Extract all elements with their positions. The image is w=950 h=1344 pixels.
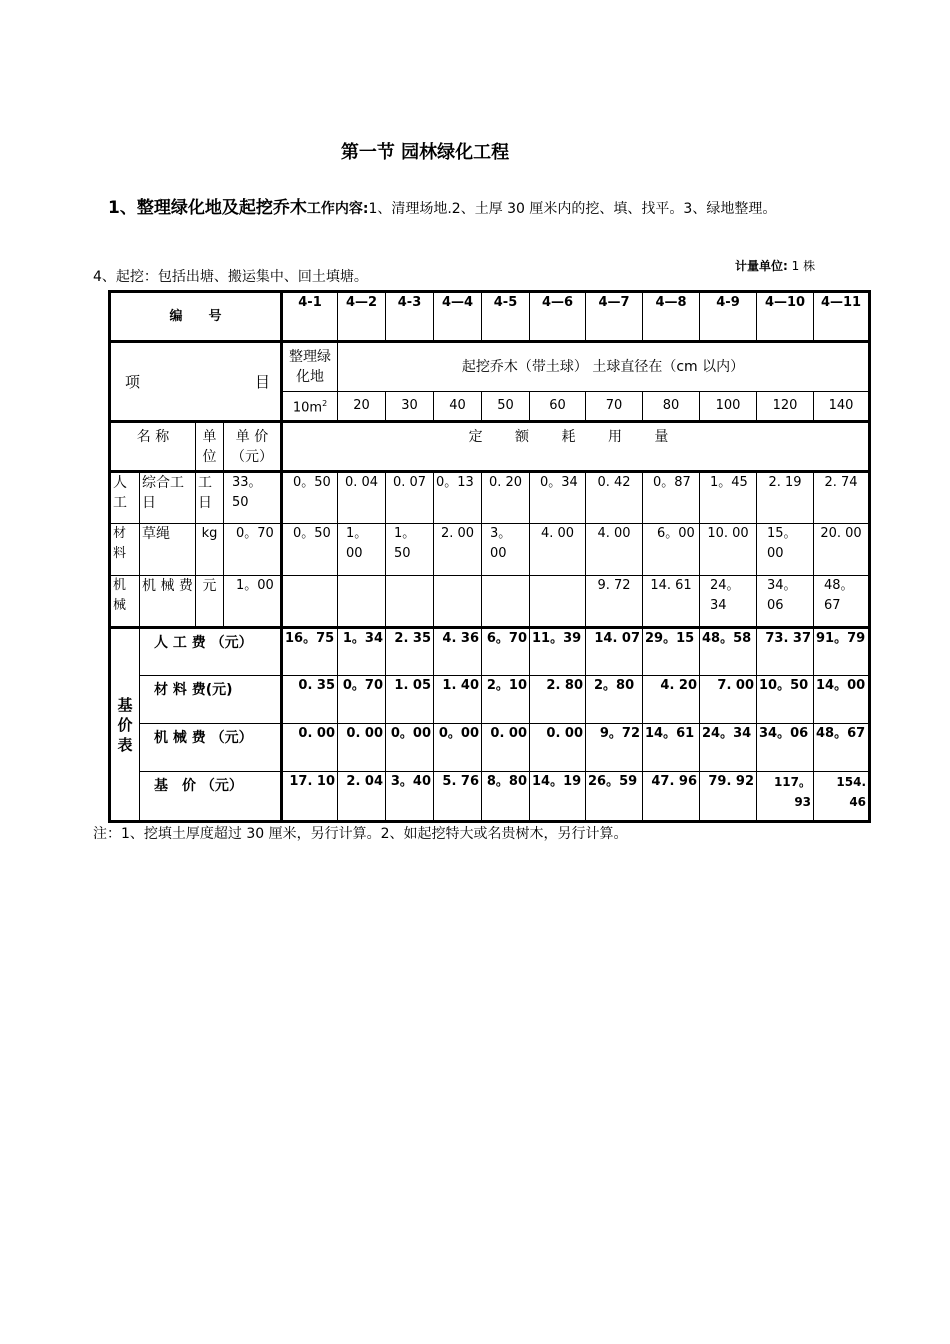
base-labor-row [110, 628, 870, 676]
code-cell: 4—4 [434, 292, 482, 342]
base-cell: 4. 36 [434, 628, 482, 676]
quota-cell [282, 576, 338, 628]
base-cell: 24。34 [700, 724, 757, 772]
price-cell: 0。70 [224, 524, 282, 576]
base-row-label: 人 工 费 （元） [140, 628, 282, 676]
base-cell: 0. 00 [338, 724, 386, 772]
base-cell: 34。06 [757, 724, 814, 772]
base-cell: 2. 04 [338, 772, 386, 822]
base-cell: 0. 35 [282, 676, 338, 724]
base-cell: 10。50 [757, 676, 814, 724]
machine-row [110, 576, 870, 628]
price-label: 单 价（元） [224, 422, 282, 472]
quota-cell: 0. 04 [338, 472, 386, 524]
code-cell: 4-5 [482, 292, 530, 342]
category-cell: 人工 [110, 472, 140, 524]
category-cell: 机械 [110, 576, 140, 628]
quota-cell: 4. 00 [530, 524, 586, 576]
unit-label: 计量单位: [735, 259, 788, 273]
section-heading [108, 193, 828, 224]
item-row [110, 342, 870, 392]
base-cell: 2。80 [586, 676, 643, 724]
base-cell: 0. 00 [282, 724, 338, 772]
quota-cell: 0. 42 [586, 472, 643, 524]
size-cell: 60 [530, 392, 586, 422]
base-cell: 1。34 [338, 628, 386, 676]
unit-cell: 工日 [196, 472, 224, 524]
quota-cell: 14. 61 [643, 576, 700, 628]
quota-cell: 0. 07 [386, 472, 434, 524]
code-cell: 4—7 [586, 292, 643, 342]
quota-cell: 0。34 [530, 472, 586, 524]
size-cell: 50 [482, 392, 530, 422]
base-cell: 4. 20 [643, 676, 700, 724]
base-cell: 91。79 [814, 628, 870, 676]
base-cell: 2. 80 [530, 676, 586, 724]
quota-cell [338, 576, 386, 628]
quota-cell: 2. 19 [757, 472, 814, 524]
base-cell: 0。70 [338, 676, 386, 724]
base-cell: 79. 92 [700, 772, 757, 822]
unit-cell: 元 [196, 576, 224, 628]
base-cell: 1. 05 [386, 676, 434, 724]
quota-table [108, 290, 871, 823]
quota-cell: 10. 00 [700, 524, 757, 576]
unit-col-label: 单位 [196, 422, 224, 472]
base-cell: 48。58 [700, 628, 757, 676]
quota-cell: 48。67 [814, 576, 870, 628]
code-cell: 4—8 [643, 292, 700, 342]
base-cell: 8。80 [482, 772, 530, 822]
base-cell: 2。10 [482, 676, 530, 724]
base-machine-row [110, 724, 870, 772]
base-cell: 3。40 [386, 772, 434, 822]
base-row-label: 机 械 费 （元） [140, 724, 282, 772]
quota-cell: 6。00 [643, 524, 700, 576]
quota-cell: 0。50 [282, 472, 338, 524]
code-cell: 4-3 [386, 292, 434, 342]
size-cell: 100 [700, 392, 757, 422]
base-cell: 14。61 [643, 724, 700, 772]
labor-row [110, 472, 870, 524]
size-cell: 120 [757, 392, 814, 422]
code-cell: 4—11 [814, 292, 870, 342]
quota-cell: 2. 00 [434, 524, 482, 576]
category-cell: 材料 [110, 524, 140, 576]
name-label: 名 称 [110, 422, 196, 472]
item-label [110, 342, 282, 422]
base-row-label: 基 价 （元） [140, 772, 282, 822]
unit-value: 1 株 [791, 259, 816, 273]
quota-cell: 0。87 [643, 472, 700, 524]
base-cell: 1. 40 [434, 676, 482, 724]
base-cell: 26。59 [586, 772, 643, 822]
size-cell: 70 [586, 392, 643, 422]
code-row [110, 292, 870, 342]
quota-cell: 0。50 [282, 524, 338, 576]
quota-cell: 0. 20 [482, 472, 530, 524]
code-label: 编 号 [110, 292, 282, 342]
quota-cell: 3。00 [482, 524, 530, 576]
price-cell: 1。00 [224, 576, 282, 628]
quota-label: 定 额 耗 用 量 [282, 422, 870, 472]
material-row [110, 524, 870, 576]
size-cell: 80 [643, 392, 700, 422]
code-cell: 4-9 [700, 292, 757, 342]
base-cell: 5. 76 [434, 772, 482, 822]
base-cell: 154. 46 [814, 772, 870, 822]
item-span: 起挖乔木（带土球） 土球直径在（cm 以内） [338, 342, 870, 392]
heading-text: 1、清理场地.2、土厚 30 厘米内的挖、填、找平。3、绿地整理。 [368, 201, 777, 217]
base-cell: 48。67 [814, 724, 870, 772]
quota-cell [482, 576, 530, 628]
quota-cell [434, 576, 482, 628]
item-first: 整理绿化地 [282, 342, 338, 392]
quota-cell: 1。45 [700, 472, 757, 524]
base-row-label: 材 料 费(元) [140, 676, 282, 724]
quota-cell: 1。50 [386, 524, 434, 576]
base-cell: 29。15 [643, 628, 700, 676]
quota-cell: 20. 00 [814, 524, 870, 576]
quota-cell: 9. 72 [586, 576, 643, 628]
base-cell: 47. 96 [643, 772, 700, 822]
header-row [110, 422, 870, 472]
size-cell: 20 [338, 392, 386, 422]
size-cell: 30 [386, 392, 434, 422]
base-cell: 9。72 [586, 724, 643, 772]
base-cell: 11。39 [530, 628, 586, 676]
base-material-row [110, 676, 870, 724]
base-cell: 0。00 [434, 724, 482, 772]
name-cell: 机 械 费 [140, 576, 196, 628]
base-cell: 14。19 [530, 772, 586, 822]
price-cell: 33。50 [224, 472, 282, 524]
code-cell: 4-1 [282, 292, 338, 342]
base-cell: 7. 00 [700, 676, 757, 724]
code-cell: 4—6 [530, 292, 586, 342]
unit-cell: kg [196, 524, 224, 576]
base-cell: 73. 37 [757, 628, 814, 676]
base-cell: 6。70 [482, 628, 530, 676]
base-cell: 0. 00 [530, 724, 586, 772]
size-cell: 40 [434, 392, 482, 422]
base-total-row [110, 772, 870, 822]
quota-cell: 2. 74 [814, 472, 870, 524]
base-cell: 0。00 [386, 724, 434, 772]
quota-cell [386, 576, 434, 628]
size-cell: 140 [814, 392, 870, 422]
quota-cell: 15。00 [757, 524, 814, 576]
base-cell: 17. 10 [282, 772, 338, 822]
base-cell: 0. 00 [482, 724, 530, 772]
base-price-label: 基价表 [110, 628, 140, 822]
code-cell: 4—2 [338, 292, 386, 342]
name-cell: 综合工日 [140, 472, 196, 524]
heading-number-title: 1、整理绿化地及起挖乔木 [108, 198, 307, 218]
measure-unit [735, 257, 815, 274]
size-sup: 2 [322, 398, 328, 408]
footnote: 注：1、挖填土厚度超过 30 厘米，另行计算。2、如起挖特大或名贵树木，另行计算。 [93, 826, 628, 842]
quota-cell: 4. 00 [586, 524, 643, 576]
item-label-right: 目 [255, 372, 271, 391]
code-cell: 4—10 [757, 292, 814, 342]
quota-cell: 34。06 [757, 576, 814, 628]
base-cell: 2. 35 [386, 628, 434, 676]
base-cell: 14. 07 [586, 628, 643, 676]
heading-label: 工作内容: [306, 201, 369, 217]
name-cell: 草绳 [140, 524, 196, 576]
quota-cell: 1。00 [338, 524, 386, 576]
item-label-left: 项 [125, 372, 141, 391]
base-cell: 16。75 [282, 628, 338, 676]
quota-cell [530, 576, 586, 628]
quota-cell: 24。34 [700, 576, 757, 628]
size-cell: $10m^2$ [282, 392, 338, 422]
page-title: 第一节 园林绿化工程 [340, 142, 510, 163]
base-cell: 14。00 [814, 676, 870, 724]
base-cell: 117。93 [757, 772, 814, 822]
quota-cell: 0。13 [434, 472, 482, 524]
work-content-line4: 4、起挖：包括出塘、搬运集中、回土填塘。 [93, 269, 368, 285]
